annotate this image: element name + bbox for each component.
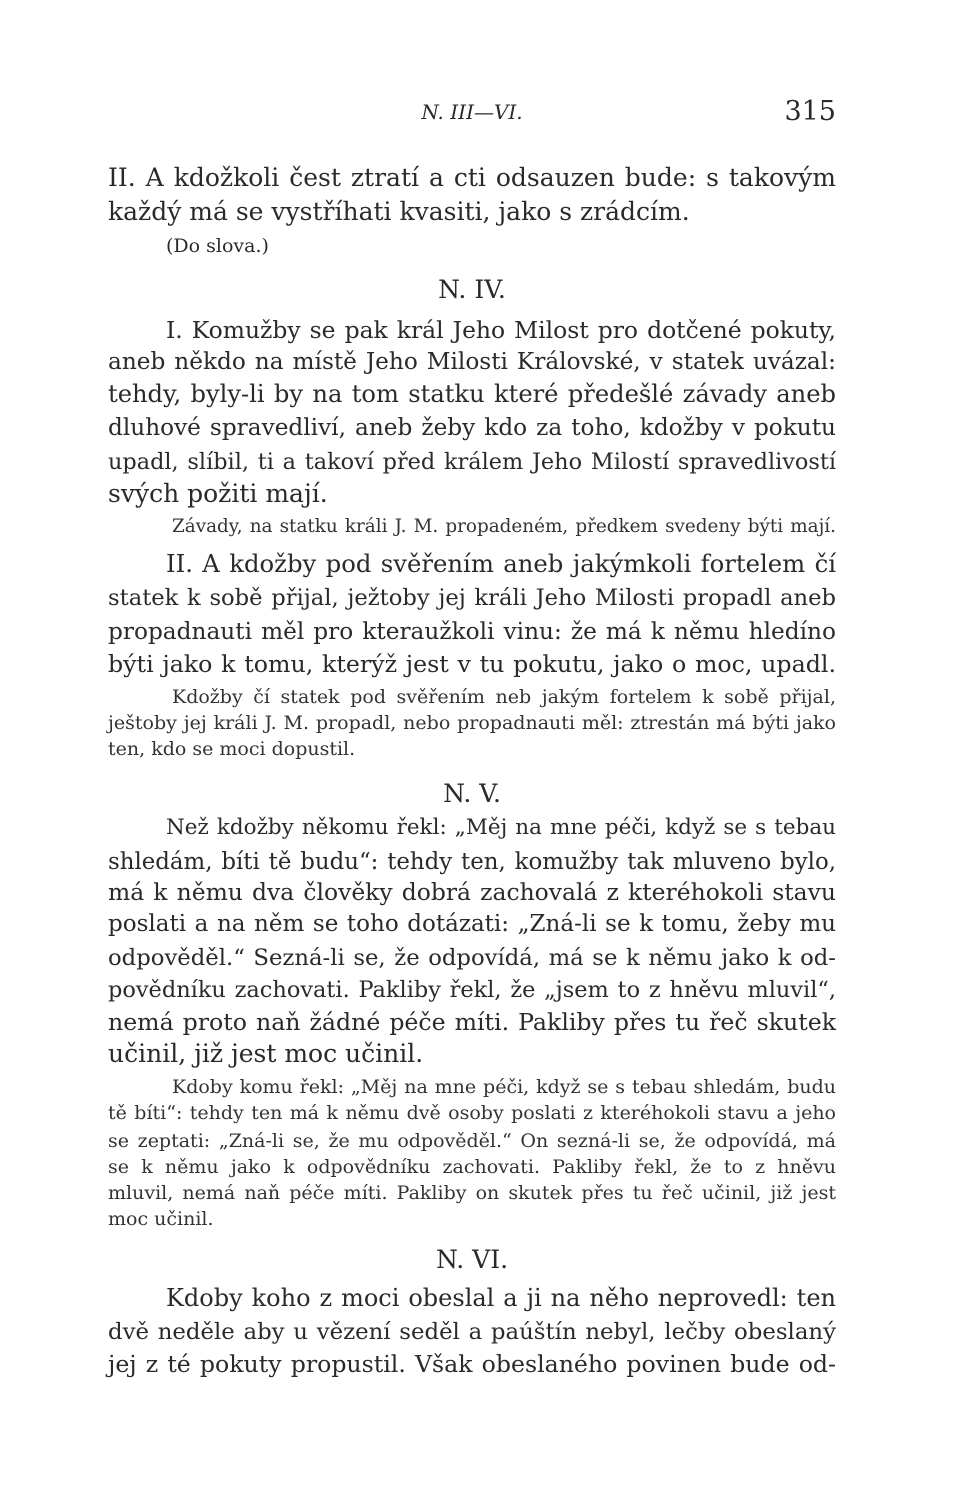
text-line: nemá proto naň žádné péče míti. Pakliby přes tu řeč skutek xyxy=(108,1008,836,1036)
summary-line: Kdožby čí statek pod svěřením neb jakým fortelem k sobě přijal, xyxy=(172,686,836,708)
summary-line: ještoby jej králi J. M. propadl, nebo propadnauti měl: ztrestán má býti jako xyxy=(108,712,836,734)
text-line: Kdoby koho z moci obeslal a ji na něho neprovedl: ten xyxy=(166,1284,836,1312)
text-line: poslati a na něm se toho dotázati: „Zná-li se k tomu, žeby mu xyxy=(108,911,836,937)
text-line: propadnauti měl pro kteraužkoli vinu: že má k němu hledíno xyxy=(108,618,836,645)
page-number: 315 xyxy=(784,96,836,127)
text-line: (Do slova.) xyxy=(166,235,269,257)
section-heading-n-iv: N. IV. xyxy=(438,275,506,304)
text-line: tehdy, byly-li by na tom statku které předešlé závady aneb xyxy=(108,380,836,408)
summary-line: tě bíti“: tehdy ten má k němu dvě osoby poslati z kteréhokoli stavu a jeho xyxy=(108,1102,836,1124)
running-header xyxy=(108,96,836,132)
summary-line: se zeptati: „Zná-li se, že mu odpověděl.“ On sezná-li se, že odpovídá, má xyxy=(108,1130,836,1152)
section-heading-n-v: N. V. xyxy=(443,779,501,808)
summary-line: Kdoby komu řekl: „Měj na mne péči, když se s tebau shledám, budu xyxy=(172,1076,836,1098)
summary-line: Závady, na statku králi J. M. propadeném, předkem svedeny býti mají. xyxy=(172,516,836,537)
text-line: I. Komužby se pak král Jeho Milost pro dotčené pokuty, xyxy=(166,316,836,344)
summary-line: se k němu jako k odpovědníku zachovati. Pakliby řekl, že to z hněvu xyxy=(108,1156,836,1178)
text-line: aneb někdo na místě Jeho Milosti Královské, v statek uvázal: xyxy=(108,348,836,375)
text-line: svých požiti mají. xyxy=(108,479,328,508)
summary-line: mluvil, nemá naň péče míti. Pakliby on skutek přes tu řeč učinil, již jest xyxy=(108,1182,836,1204)
summary-line: ten, kdo se moci dopustil. xyxy=(108,738,356,760)
text-line: povědníku zachovati. Pakliby řekl, že „jsem to z hněvu mluvil“, xyxy=(108,977,836,1003)
section-heading-n-vi: N. VI. xyxy=(435,1245,509,1274)
text-line: II. A kdožby pod svěřením aneb jakýmkoli fortelem čí xyxy=(166,549,836,578)
summary-line: moc učinil. xyxy=(108,1208,214,1230)
text-line: II. A kdožkoli čest ztratí a cti odsauzen bude: s takovým xyxy=(108,163,836,192)
text-line: shledám, bíti tě budu“: tehdy ten, komužby tak mluveno bylo, xyxy=(108,849,836,875)
text-line: má k němu dva člověky dobrá zachovalá z kteréhokoli stavu xyxy=(108,878,836,906)
text-line: býti jako k tomu, kterýž jest v tu pokutu, jako o moc, upadl. xyxy=(108,650,836,678)
text-line: statek k sobě přijal, ježtoby jej králi Jeho Milosti propadl aneb xyxy=(108,585,836,611)
text-line: každý má se vystříhati kvasiti, jako s zrádcím. xyxy=(108,197,690,226)
section-range: N. III—VI. xyxy=(421,100,523,124)
text-line: odpověděl.“ Sezná-li se, že odpovídá, má se k němu jako k od- xyxy=(108,945,836,971)
text-line: jej z té pokuty propustil. Však obeslaného povinen bude od- xyxy=(108,1350,836,1378)
text-line: Než kdožby někomu řekl: „Měj na mne péči, když se s tebau xyxy=(166,815,836,840)
text-line: upadl, slíbil, ti a takoví před králem Jeho Milostí spravedlivostí xyxy=(108,449,836,475)
text-line: učinil, již jest moc učinil. xyxy=(108,1039,424,1068)
text-line: dvě neděle aby u vězení seděl a paúštín nebyl, lečby obeslaný xyxy=(108,1319,836,1345)
text-line: dluhové spravedliví, aneb žeby kdo za toho, kdožby v pokutu xyxy=(108,414,836,441)
